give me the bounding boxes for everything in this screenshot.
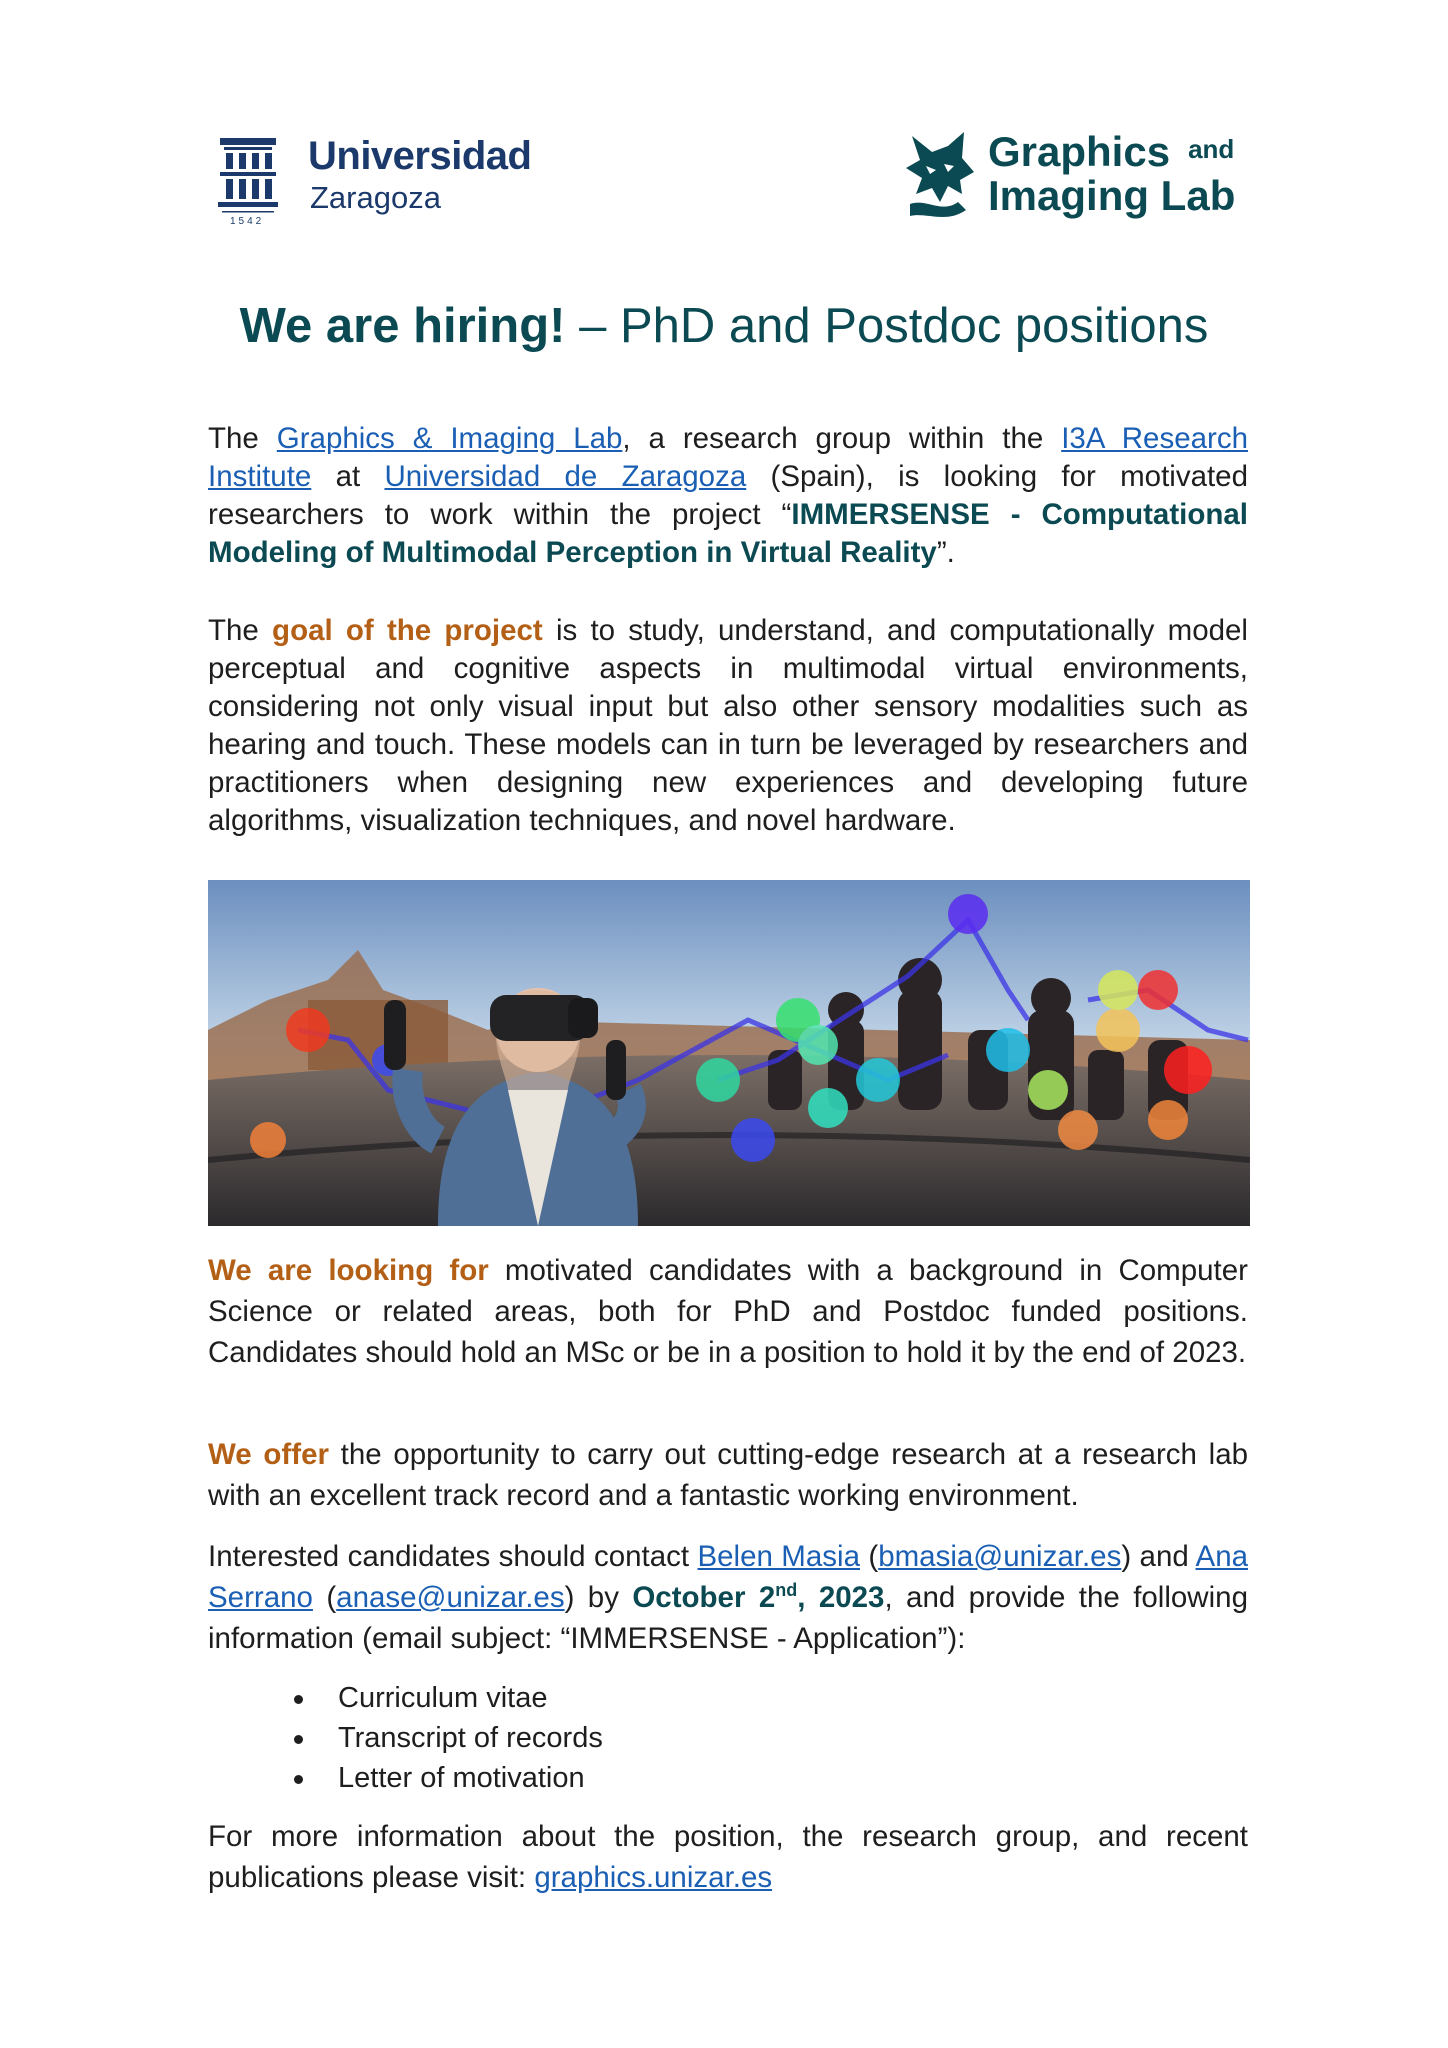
intro-text-1: The	[208, 422, 277, 455]
deadline-ordinal: nd	[775, 1580, 798, 1601]
looking-for-text: motivated candidates with a background in Computer Science or related areas, both for PhD and Postdoc funded positions. Candidates should hold an MSc or be in a position to hold it by the end of 2023.	[208, 1254, 1248, 1369]
university-name: Universidad	[308, 134, 532, 178]
more-info-paragraph	[208, 1816, 1248, 1898]
contact-paragraph	[208, 1536, 1248, 1659]
contact-text-6: , and provide the following information (email subject: “IMMERSENSE - Application”):	[208, 1581, 1248, 1655]
deadline	[632, 1581, 884, 1614]
university-founding-year: 1542	[230, 216, 265, 227]
contact-text-4: (	[312, 1581, 337, 1614]
title-rest: – PhD and Postdoc positions	[565, 299, 1209, 353]
intro-text-4: (Spain), is looking for motivated researchers to work within the project “	[208, 460, 1248, 531]
universidad-zaragoza-logo	[214, 134, 544, 234]
lab-graphics-word: Graphics	[988, 128, 1171, 175]
list-item: Transcript of records	[290, 1718, 603, 1758]
intro-paragraph	[208, 420, 1248, 572]
goal-text-2: is to study, understand, and computationally model perceptual and cognitive aspects in multimodal virtual environments, considering not only visual input but also other sensory modalities such as hearing and touch. These models can in turn be leveraged by researchers and practitioners when designing new experiences and developing future algorithms, visualization techniques, and novel hardware.	[208, 614, 1248, 837]
more-info-text: For more information about the position, the research group, and recent publications please visit:	[208, 1820, 1248, 1894]
looking-for-highlight: We are looking for	[208, 1254, 489, 1287]
list-item: Curriculum vitae	[290, 1678, 603, 1718]
contact-text-1: Interested candidates should contact	[208, 1540, 698, 1573]
contact-text-2: (	[859, 1540, 879, 1573]
vr-chess-scene-image	[208, 880, 1250, 1226]
belen-masia-link[interactable]: Belen Masia	[697, 1540, 860, 1573]
goal-paragraph	[208, 612, 1248, 840]
requirements-list	[290, 1678, 603, 1798]
offer-paragraph	[208, 1434, 1248, 1516]
deadline-date: October 2	[632, 1581, 776, 1614]
deadline-year: , 2023	[797, 1581, 885, 1614]
lab-name-line1	[988, 128, 1234, 176]
universidad-link[interactable]: Universidad de Zaragoza	[384, 460, 747, 493]
graphics-imaging-lab-logo	[902, 128, 1242, 228]
offer-text: the opportunity to carry out cutting-edge research at a research lab with an excellent track record and a fantastic working environment.	[208, 1438, 1249, 1512]
goal-text-1: The	[208, 614, 273, 647]
title-bold: We are hiring!	[239, 299, 566, 353]
ana-serrano-link[interactable]: Ana Serrano	[208, 1540, 1249, 1614]
offer-highlight: We offer	[208, 1438, 329, 1471]
intro-text-3: at	[311, 460, 385, 493]
intro-text-2: , a research group within the	[622, 422, 1062, 455]
list-item: Letter of motivation	[290, 1758, 603, 1798]
lab-name-line2: Imaging Lab	[988, 172, 1236, 219]
looking-for-paragraph	[208, 1250, 1248, 1373]
page-title	[0, 298, 1448, 354]
bmasia-email-link[interactable]: bmasia@unizar.es	[878, 1540, 1122, 1573]
contact-text-3: ) and	[1121, 1540, 1196, 1573]
project-name: IMMERSENSE - Computational Modeling of Multimodal Perception in Virtual Reality	[208, 498, 1248, 569]
fox-mascot-icon	[902, 128, 982, 224]
lab-link[interactable]: Graphics & Imaging Lab	[276, 422, 623, 455]
website-link[interactable]: graphics.unizar.es	[534, 1861, 773, 1894]
university-building-icon	[216, 136, 280, 216]
lab-and-word: and	[1188, 134, 1235, 164]
intro-text-5: ”.	[936, 536, 955, 569]
i3a-link[interactable]: I3A Research Institute	[208, 422, 1249, 493]
university-city: Zaragoza	[310, 180, 441, 215]
goal-highlight: goal of the project	[272, 614, 543, 647]
contact-text-5: ) by	[564, 1581, 633, 1614]
anase-email-link[interactable]: anase@unizar.es	[336, 1581, 565, 1614]
